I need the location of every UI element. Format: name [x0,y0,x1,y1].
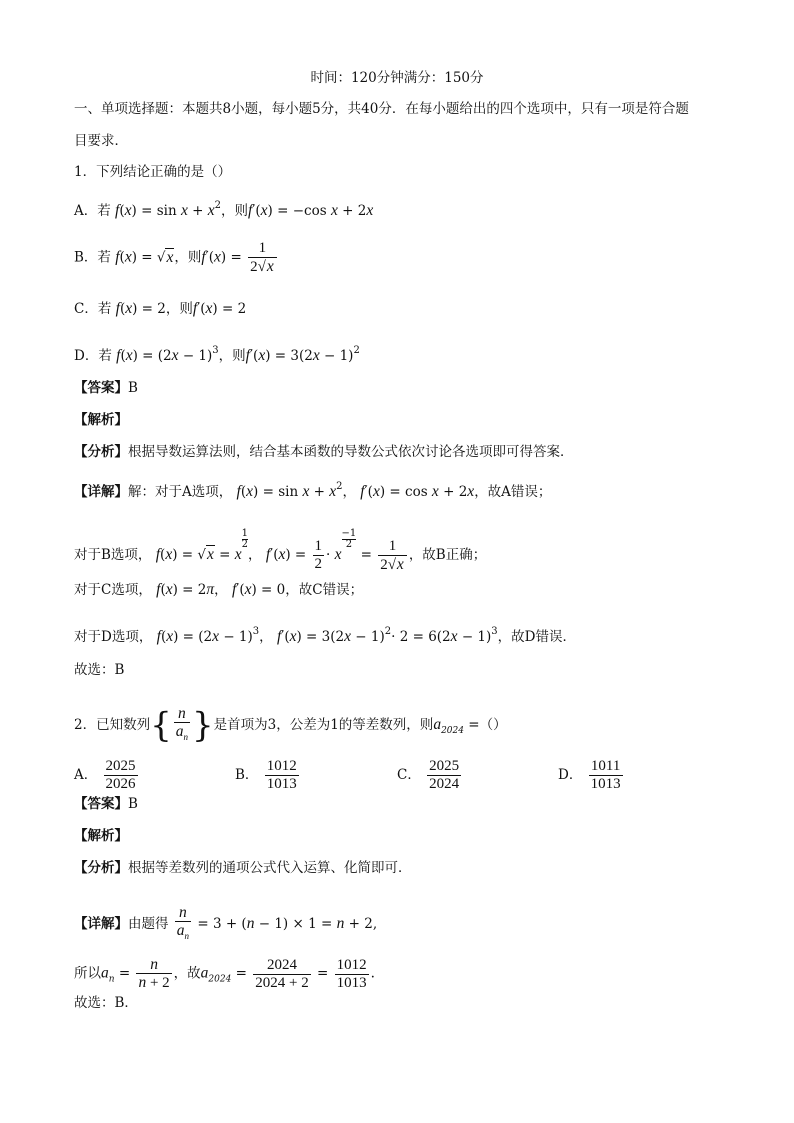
question-2-analysis: 【分析】根据等差数列的通项公式代入运算、化简即可． [74,860,412,876]
question-2-answer: 【答案】B [74,796,138,812]
question-1-detail-a: 【详解】解：对于A选项， $f(x) = \sin x + x^2$， f′(x) = cos x + 2x，故A错误； [74,481,552,500]
question-1-option-c: C．若 f(x) = 2，则f′(x) = 2 [74,300,247,317]
question-2-option-d: D． $\frac{1011}{1013}$ [558,758,621,792]
question-1-analysis-tag: 【解析】 [74,412,128,428]
question-1-answer: 【答案】B [74,380,138,396]
question-2-detail-1: 【详解】由题得 $\frac{n}{a_n}$ = 3 + (n − 1) × 1 = n + 2, [74,904,378,941]
question-2-option-b: B． $\frac{1012}{1013}$ [235,758,297,792]
question-2-detail-2: 所以$a_n$ = $\frac{n}{n + 2}$ ，故$a_{2024}$ = $\frac{2024}{2024 + 2}$ = $\frac{1012}{1013}$ . [74,956,375,991]
question-1-option-d: D．若 $f(x) = (2x - 1)^3$，则$f'(x) = 3(2x - 1)^2$ [74,345,360,364]
question-1-option-a: A．若 $f(x) = \sin x + x^2$，则f′(x) = −cos x + 2x [74,200,374,219]
question-1-detail-b: 对于B选项， f(x) = √x = x $\frac{1}{2}$ ， f′(x) = $\frac{1}{2}$ · x $\frac{-1}{2}$ = $\frac{1}{2√x}$ ，故B正确； [74,528,487,573]
question-1-detail-d: 对于D选项， $f(x) = (2x - 1)^3$， $f'(x) = 3(2x - 1)^2\cdot 2 = 6(2x - 1)^3$，故D错误． [74,626,576,645]
question-1-stem: 1．下列结论正确的是（） [74,164,232,180]
section-heading: 一、单项选择题：本题共8小题，每小题5分，共40分．在每小题给出的四个选项中，只有一项是符合题 [74,101,689,117]
question-1-detail-c: 对于C选项， f(x) = 2π， f′(x) = 0，故C错误； [74,581,364,598]
question-2-conclusion: 故选：B． [74,995,138,1011]
question-2-option-c: C． $\frac{2025}{2024}$ [397,758,460,792]
page-title: 时间：120分钟满分：150分 [310,70,484,86]
question-1-option-b: B．若 f(x) = √x，则f′(x) = $\frac{1}{2√x}$ [74,240,279,276]
question-2-analysis-tag: 【解析】 [74,828,128,844]
question-2-stem: 2．已知数列{ $\frac{n}{a_n}$ }是首项为3，公差为1的等差数列，则$a_{2024}$ =（） [74,705,507,746]
section-heading-cont: 目要求． [74,133,128,149]
question-1-analysis: 【分析】根据导数运算法则，结合基本函数的导数公式依次讨论各选项即可得答案． [74,444,574,460]
question-2-option-a: A． $\frac{2025}{2026}$ [74,758,136,792]
question-1-conclusion: 故选：B [74,662,125,678]
